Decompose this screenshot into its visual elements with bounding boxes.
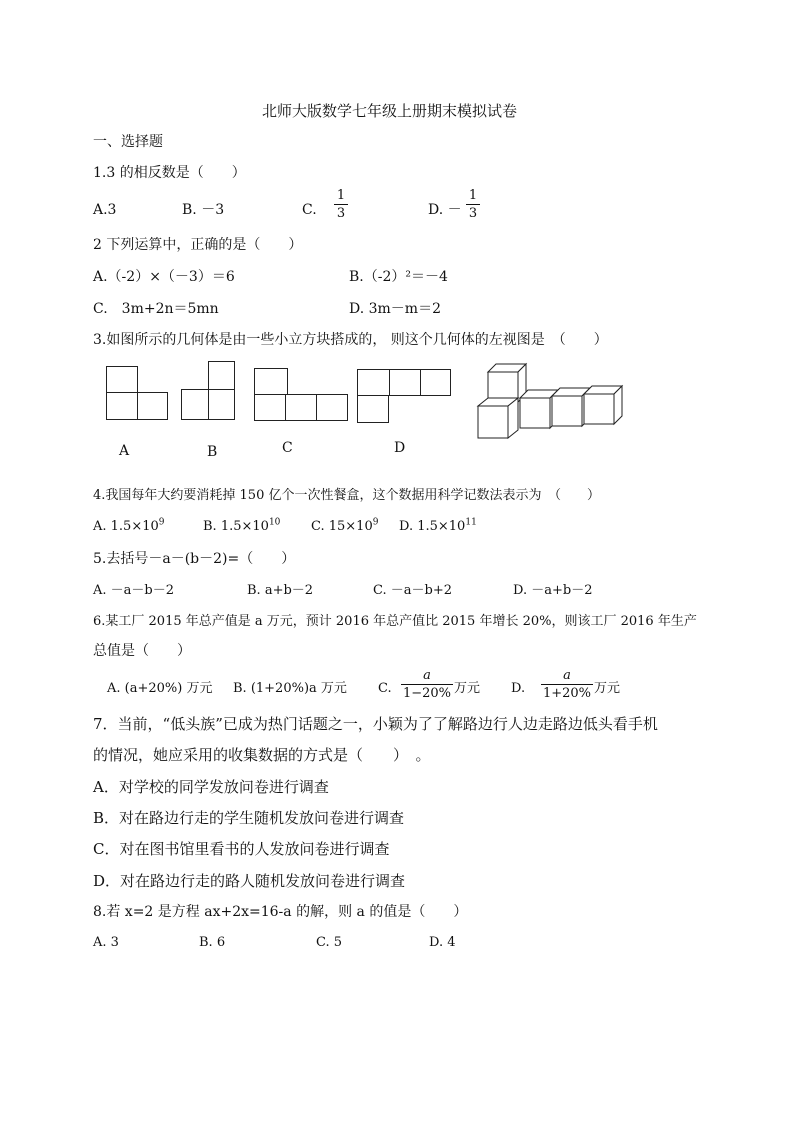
q4-option-b: B. $1.5\times 10^{10}$ — [203, 517, 281, 534]
q6-option-c: C. — [378, 681, 392, 696]
q7-stem-line2: 的情况，她应采用的收集数据的方式是（ ） 。 — [93, 746, 431, 764]
q5-option-b: B. a+b－2 — [247, 583, 314, 598]
q1-option-d-fraction: 1 3 — [466, 188, 480, 221]
q6-option-c-unit: 万元 — [454, 681, 481, 696]
q3-figure-c — [254, 368, 348, 421]
q3-label-d: D — [394, 440, 406, 456]
q6-option-d-fraction: a 1+20% — [542, 668, 592, 701]
section-heading: 一、选择题 — [93, 134, 163, 150]
q1-option-a: A.3 — [93, 202, 117, 218]
q5-option-d: D. －a+b－2 — [513, 583, 593, 598]
q2-option-b: B.（-2）²＝－4 — [349, 269, 448, 285]
q2-option-c: C. 3m+2n＝5mn — [93, 301, 219, 317]
q8-option-c: C. 5 — [316, 935, 343, 950]
q3-label-c: C — [282, 440, 293, 456]
q4-option-a: A. $1.5\times 10^9$ — [93, 517, 165, 534]
q6-option-b: B. (1+20%)a 万元 — [233, 681, 347, 696]
q1-option-c-fraction: 1 3 — [334, 188, 348, 221]
q5-option-c: C. －a－b+2 — [373, 583, 452, 598]
q6-stem-line2: 总值是（ ） — [93, 643, 191, 659]
q6-option-d-unit: 万元 — [594, 681, 621, 696]
q8-stem: 8.若 x=2 是方程 ax+2x=16-a 的解，则 a 的值是（ ） — [93, 904, 468, 920]
q7-option-d: D．对在路边行走的路人随机发放问卷进行调查 — [93, 872, 406, 890]
q3-label-a: A — [119, 443, 130, 459]
q8-option-a: A. 3 — [93, 935, 119, 950]
q3-figure-d — [357, 369, 451, 423]
q4-option-c: C. $15\times 10^9$ — [311, 517, 379, 534]
q7-option-b: B．对在路边行走的学生随机发放问卷进行调查 — [93, 809, 405, 827]
q6-option-a: A. (a+20%) 万元 — [107, 681, 213, 696]
q3-3d-solid-figure — [474, 360, 630, 442]
q4-stem: 4.我国每年大约要消耗掉 150 亿个一次性餐盒，这个数据用科学记数法表示为 （ ） — [93, 488, 600, 503]
q1-option-d: D. － — [428, 202, 462, 218]
q6-option-d: D. — [511, 681, 526, 696]
q7-option-c: C．对在图书馆里看书的人发放问卷进行调查 — [93, 840, 390, 858]
q3-figure-a — [106, 366, 168, 420]
page-title: 北师大版数学七年级上册期末模拟试卷 — [262, 102, 518, 120]
q2-stem: 2 下列运算中，正确的是（ ） — [93, 237, 303, 253]
q6-stem-line1: 6.某工厂 2015 年总产值是 a 万元，预计 2016 年总产值比 2015 年增长 20%，则该工厂 2016 年生产 — [93, 614, 697, 629]
q3-figure-b — [181, 361, 235, 420]
q7-option-a: A．对学校的同学发放问卷进行调查 — [93, 778, 329, 796]
q3-stem: 3.如图所示的几何体是由一些小立方块搭成的， 则这个几何体的左视图是 （ ） — [93, 332, 608, 348]
q3-label-b: B — [207, 444, 218, 460]
q4-option-d: D. $1.5\times 10^{11}$ — [399, 517, 477, 534]
q6-option-c-fraction: a 1−20% — [402, 668, 452, 701]
q2-option-d: D. 3m－m＝2 — [349, 301, 441, 317]
q8-option-b: B. 6 — [199, 935, 226, 950]
q7-stem-line1: 7．当前，“低头族”已成为热门话题之一，小颖为了了解路边行人边走路边低头看手机 — [93, 715, 658, 733]
q2-option-a: A.（-2）×（－3）＝6 — [93, 269, 235, 285]
q8-option-d: D. 4 — [429, 935, 456, 950]
q5-option-a: A. －a－b－2 — [93, 583, 174, 598]
q1-stem: 1.3 的相反数是（ ） — [93, 165, 246, 181]
q1-option-c: C. — [302, 202, 317, 218]
q1-option-b: B. －3 — [182, 202, 225, 218]
q5-stem: 5.去括号－a－(b－2)=（ ） — [93, 551, 296, 567]
